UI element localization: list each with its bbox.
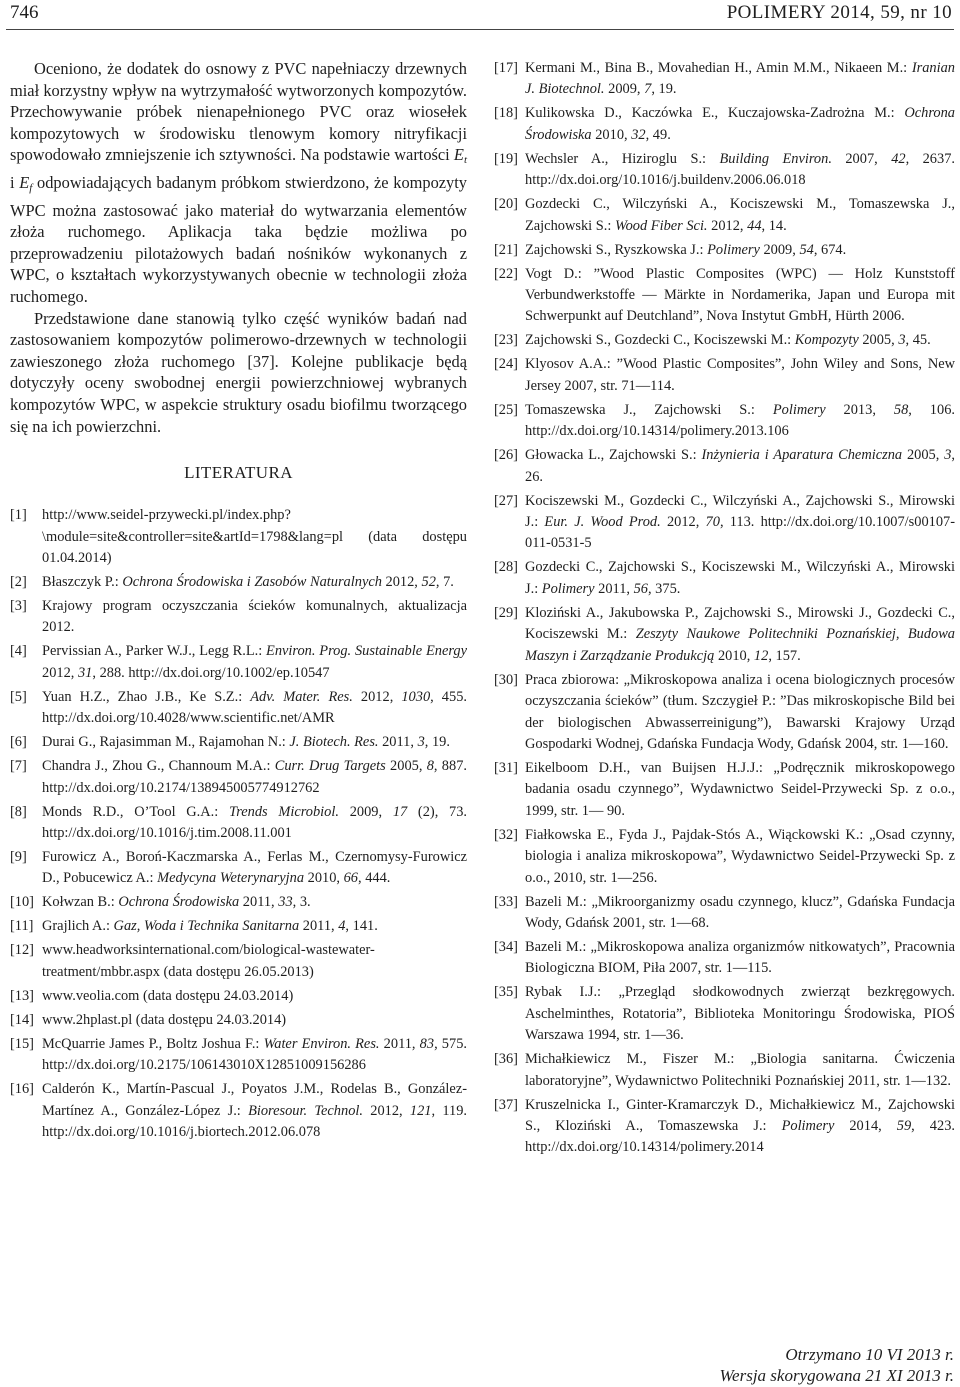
reference-text: Kloziński A., Jakubowska P., Zajchowski S., Mirowski J., Gozdecki C., Kociszewski M.: Zeszyty Naukowe Politechniki Poznańskiej, Budowa Maszyn i Zarządzanie Produkcją 2010, 12, 157. [525,604,956,664]
reference-text: Monds R.D., O’Tool G.A.: Trends Microbiol. 2009, 17 (2), 73. http://dx.doi.org/10.1016/j.tim.2008.11.001 [42,803,468,841]
reference-text: Tomaszewska J., Zajchowski S.: Polimery 2013, 58, 106. http://dx.doi.org/10.14314/polimery.2013.106 [525,401,955,440]
reference-text: McQuarrie James P., Boltz Joshua F.: Water Environ. Res. 2011, 83, 575. http://dx.doi.org/10.2175/106143010X12851009156286 [42,1035,467,1074]
page-header [0,0,960,30]
reference-item [10,687,467,730]
paragraph-1: Oceniono, że dodatek do osnowy z PVC napełniaczy drzewnych miał korzystny wpływ na wytrzymałość wytworzonych kompozytów. Przechowywanie próbek nienapełnionego PVC oraz wiosełek kompozytowych w środowisku tlenowym komory nitryfikacji spowodowało zmniejszenie ich sztywności. Na podstawie wartości $E_t$ i $E_f$ odpowiadających badanym próbkom stwierdzono, że kompozyty WPC można zastosować jako materiał do wytwarzania elementów złoża ruchomego. Aplikacja taka będzie możliwa po przeprowadzeniu pilotażowych badań nośników wykonanych z WPC, o kształtach wykorzystywanych obecnie w technologii złoża ruchomego. [10,59,468,306]
reference-text: Fiałkowska E., Fyda J., Pajdak-Stós A., Wiąckowski K.: „Osad czynny, biologia i analiza mikroskopowa”, Wydawnictwo Seidel-Przywecki Sp. z o.o., 2010, str. 1—256. [525,826,955,886]
reference-item [10,940,467,983]
reference-number: [32] [494,826,518,843]
reference-text: Furowicz A., Boroń-Kaczmarska A., Ferlas M., Czernomysy-Furowicz D., Pobucewicz A.: Medycyna Weterynaryjna 2010, 66, 444. [42,848,467,887]
reference-text: Kermani M., Bina B., Movahedian H., Amin M.M., Nikaeen M.: Iranian J. Biotechnol. 2009, 7, 19. [525,60,955,98]
header-rule [6,29,954,30]
reference-item [494,491,955,555]
reference-text: Błaszczyk P.: Ochrona Środowiska i Zasobów Naturalnych 2012, 52, 7. [42,573,454,590]
reference-number: [30] [494,671,518,688]
reference-item [10,916,467,937]
reference-number: [1] [10,507,27,524]
conclusion-text [10,58,467,437]
reference-text: Bazeli M.: „Mikroorganizmy osadu czynnego, klucz”, Gdańska Fundacja Wody, Gdańsk 2001, str. 1—68. [525,893,955,931]
reference-item [10,847,467,890]
reference-text: Durai G., Rajasimman M., Rajamohan N.: J. Biotech. Res. 2011, 3, 19. [42,734,450,751]
reference-number: [34] [494,938,518,955]
reference-item [10,572,467,593]
reference-text: Praca zbiorowa: „Mikroskopowa analiza i ocena biologicznych procesów oczyszczania ścieków” (tłum. Szczygieł P.: ”Das mikroskopische Bild bei der biologischen Abwasserreinigung”), Bawarski Krajowy Urząd Gospodarki Wodnej, Gdańska Fundacja Wody, Gdańsk 2004, str. 1—160. [525,671,955,752]
reference-text: Bazeli M.: „Mikroskopowa analiza organizmów nitkowatych”, Pracownia Biologiczna BIOM, Piła 2007, str. 1—115. [525,938,955,977]
received-date: Otrzymano 10 VI 2013 r. [785,1345,954,1364]
reference-item [494,557,955,600]
reference-number: [7] [10,758,27,775]
reference-item [10,802,467,845]
reference-number: [3] [10,597,27,614]
reference-text: Wechsler A., Hiziroglu S.: Building Environ. 2007, 42, 2637. http://dx.doi.org/10.1016/j.buildenv.2006.06.018 [525,150,955,189]
reference-number: [29] [494,604,518,621]
reference-item [494,603,955,667]
reference-text: Gozdecki C., Zajchowski S., Kociszewski M., Wilczyński A., Mirowski J.: Polimery 2011, 56, 375. [525,559,955,597]
reference-number: [26] [494,447,518,464]
literature-heading: LITERATURA [184,463,293,483]
reference-text: Kruszelnicka I., Ginter-Kramarczyk D., Michałkiewicz M., Zajchowski S., Kloziński A., Tomaszewska J.: Polimery 2014, 59, 423. http://dx.doi.org/10.14314/polimery.2014 [525,1096,955,1156]
reference-item [494,445,955,488]
reference-number: [23] [494,332,518,349]
reference-number: [35] [494,984,518,1001]
reference-item [494,330,955,351]
reference-number: [15] [10,1035,34,1052]
reference-item [10,1010,467,1031]
reference-number: [14] [10,1011,34,1028]
reference-text: www.2hplast.pl (data dostępu 24.03.2014) [42,1011,287,1028]
reference-item [10,505,467,569]
reference-text: Yuan H.Z., Zhao J.B., Ke S.Z.: Adv. Mater. Res. 2012, 1030, 455. http://dx.doi.org/10.4028/www.scientific.net/AMR [42,688,467,727]
reference-text: Krajowy program oczyszczania ścieków komunalnych, aktualizacja 2012. [42,597,467,636]
reference-item [10,596,467,639]
reference-text: Kulikowska D., Kaczówka E., Kuczajowska-Zadrożna M.: Ochrona Środowiska 2010, 32, 49. [525,105,955,143]
reference-item [494,149,955,192]
reference-text: Michałkiewicz M., Fiszer M.: „Biologia sanitarna. Ćwiczenia laboratoryjne”, Wydawnictwo Politechniki Poznańskiej 2011, str. 1—132. [525,1051,955,1089]
reference-text: Gozdecki C., Wilczyński A., Kociszewski M., Tomaszewska J., Zajchowski S.: Wood Fiber Sci. 2012, 44, 14. [525,196,955,234]
reference-list-left [10,505,467,1143]
reference-number: [2] [10,573,27,590]
paragraph-2: Przedstawione dane stanowią tylko część wyników badań nad zastosowaniem kompozytów polimerowo-drzewnych w technologii zawieszonego złoża ruchomego [37]. Kolejne publikacje będą dotyczyły oceny swobodnej energii powierzchniowej wybranych kompozytów WPC, w aspekcie struktury osadu biofilmu tworzącego się na ich powierzchni. [10,308,467,436]
reference-item [494,825,955,889]
reference-number: [33] [494,893,518,910]
reference-number: [31] [494,759,518,776]
reference-number: [22] [494,265,518,282]
symbol-e-f: $E_f$ [19,172,33,194]
reference-number: [17] [494,60,518,76]
reference-item [10,756,467,799]
reference-number: [8] [10,803,27,820]
reference-item [494,892,955,935]
reference-item [494,58,955,101]
left-column [10,58,467,1146]
reference-item [494,194,955,237]
reference-number: [5] [10,688,27,705]
reference-text: Głowacka L., Zajchowski S.: Inżynieria i Aparatura Chemiczna 2005, 3, 26. [525,447,956,485]
reference-number: [11] [10,918,34,935]
reference-item [494,103,955,146]
reference-text: www.headworksinternational.com/biological-wastewater-treatment/mbbr.aspx (data dostępu 26.05.2013) [42,942,375,980]
reference-number: [6] [10,734,27,751]
reference-item [10,1079,467,1143]
reference-item [494,240,955,261]
reference-item [10,1034,467,1077]
reference-text: http://www.seidel-przywecki.pl/index.php?\module=site&controller=site&artId=1798&lang=pl (data dostępu 01.04.2014) [42,507,467,566]
reference-text: www.veolia.com (data dostępu 24.03.2014) [42,987,294,1004]
reference-item [494,1049,955,1092]
reference-number: [9] [10,848,27,865]
reference-item [494,400,955,443]
reference-item [10,732,467,753]
reference-item [494,1095,955,1159]
reference-number: [13] [10,987,34,1004]
reference-item [10,986,467,1007]
reference-text: Zajchowski S., Ryszkowska J.: Polimery 2009, 54, 674. [525,241,847,258]
reference-text: Vogt D.: ”Wood Plastic Composites (WPC) — Holz Kunststoff Verbundwerkstoffe — Märkte in Nordamerika, Japan und Europa mit Schwerpunkt auf Deutchland”, Nova Instytut GmbH, Hürth 2006. [525,265,955,325]
reference-text: Rybak I.J.: „Przegląd słodkowodnych zwierząt bezkręgowych. Aschelminthes, Rotatoria”, Biblioteka Monitoringu Środowiska, PIOŚ Warszawa 1994, str. 1—36. [525,984,955,1044]
reference-item [494,982,955,1046]
reference-item [494,264,955,328]
reference-item [10,892,467,913]
reference-number: [18] [494,105,518,122]
reference-item [10,641,467,684]
reference-item [494,354,955,397]
reference-number: [28] [494,559,518,576]
reference-number: [12] [10,942,34,959]
journal-citation: POLIMERY 2014, 59, nr 10 [726,2,952,23]
reference-number: [19] [494,150,518,167]
reference-number: [36] [494,1051,518,1068]
reference-item [494,937,955,980]
reference-item [494,758,955,822]
reference-number: [16] [10,1081,34,1098]
revised-date: Wersja skorygowana 21 XI 2013 r. [719,1366,954,1385]
reference-text: Pervissian A., Parker W.J., Legg R.L.: Environ. Prog. Sustainable Energy 2012, 31, 288. http://dx.doi.org/10.1002/ep.10547 [42,643,467,681]
reference-text: Grajlich A.: Gaz, Woda i Technika Sanitarna 2011, 4, 141. [42,918,378,935]
reference-number: [27] [494,492,518,509]
reference-list-right [494,58,955,1159]
reference-text: Chandra J., Zhou G., Channoum M.A.: Curr. Drug Targets 2005, 8, 887. http://dx.doi.org/10.2174/138945005774912762 [42,758,467,796]
right-column [494,58,955,1161]
reference-text: Calderón K., Martín-Pascual J., Poyatos J.M., Rodelas B., González-Martínez A., González-López J.: Bioresour. Technol. 2012, 121, 119. http://dx.doi.org/10.1016/j.biortech.2012.06.078 [42,1081,468,1140]
reference-item [494,670,955,756]
reference-number: [25] [494,401,518,418]
reference-text: Zajchowski S., Gozdecki C., Kociszewski M.: Kompozyty 2005, 3, 45. [525,332,931,349]
reference-text: Kociszewski M., Gozdecki C., Wilczyński A., Zajchowski S., Mirowski J.: Eur. J. Wood Prod. 2012, 70, 113. http://dx.doi.org/10.1007/s00107-011-0531-5 [525,492,956,552]
reference-text: Kołwzan B.: Ochrona Środowiska 2011, 33, 3. [42,894,311,911]
reference-number: [4] [10,643,27,660]
reference-number: [21] [494,241,518,258]
reference-number: [37] [494,1096,518,1113]
reference-number: [20] [494,196,518,213]
page-number: 746 [10,2,39,23]
reference-text: Klyosov A.A.: ”Wood Plastic Composites”, John Wiley and Sons, New Jersey 2007, str. 71—114. [525,356,955,394]
reference-text: Eikelboom D.H., van Buijsen H.J.J.: „Podręcznik mikroskopowego badania osadu czynnego”, Wydawnictwo Seidel-Przywecki Sp. z o.o., 1999, str. 1— 90. [525,759,955,819]
reference-number: [10] [10,894,34,911]
symbol-e-t: $E_t$ [453,145,467,167]
reference-number: [24] [494,356,518,373]
